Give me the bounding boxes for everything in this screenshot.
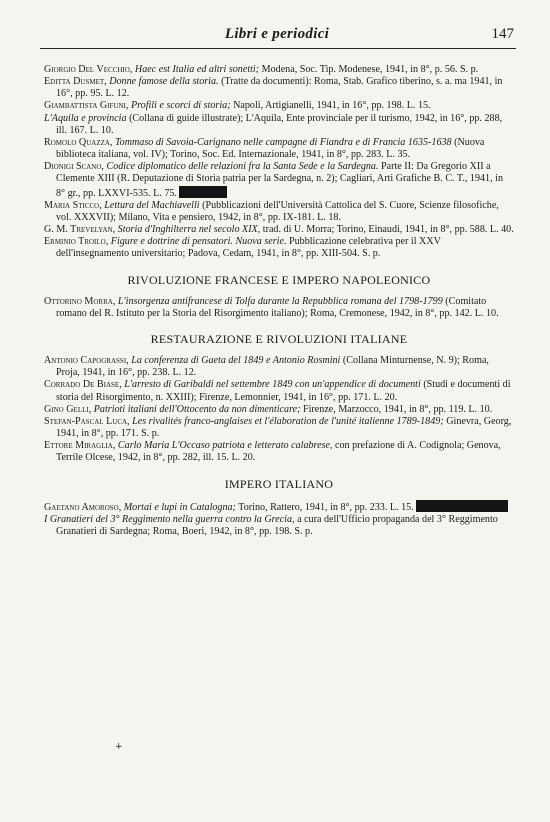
entry-title: Haec est Italia ed altri sonetti;	[134, 64, 260, 75]
entry-details: a cura dell'Ufficio propaganda del 3° Reggimento Granatieri di Sardegna; Roma, Boeri, 1942, in 8°, pp. 198. S. p.	[56, 513, 498, 537]
running-title: Libri e periodici	[224, 26, 330, 42]
bibliography-entry	[44, 500, 514, 514]
bibliography-entry	[44, 379, 514, 403]
entry-author: Dionigi Scano,	[44, 161, 104, 173]
bibliography-entry	[44, 76, 514, 100]
entry-author: Ottorino Morra,	[44, 295, 116, 307]
bibliography-content	[44, 64, 514, 538]
running-header	[40, 26, 514, 46]
entry-author: G. M. Trevelyan,	[44, 224, 116, 236]
bibliography-entry	[44, 296, 514, 320]
entry-details: con prefazione di A. Codignola; Genova, Terrile Olcese, 1942, in 8°, pp. 282, ill. 15. L. 20.	[56, 440, 501, 464]
entry-details: Napoli, Artigianelli, 1941, in 16°, pp. 198. L. 15.	[233, 100, 431, 112]
bibliography-entry	[44, 416, 514, 440]
entry-details: (Comitato romano del R. Istituto per la Storia del Risorgimento italiano); Roma, Cremonese, 1942, in 8°, pp. 142. L. 10.	[56, 295, 499, 319]
entry-author: Gaetano Amoroso,	[44, 501, 122, 513]
entry-title: Mortai e lupi in Catalogna;	[123, 501, 236, 513]
header-rule	[40, 48, 516, 49]
entry-title: L'insorgenza antifrancese di Tolfa durante la Repubblica romana del 1798-1799	[117, 295, 443, 307]
page-number: 147	[491, 26, 514, 42]
entry-details: (Collana Minturnense, N. 9); Roma, Proja, 1941, in 16°, pp. 238. L. 12.	[56, 355, 489, 379]
bibliography-entry	[44, 514, 514, 538]
entry-title: L'Aquila e provincia	[44, 112, 127, 124]
entry-details: (Pubblicazioni dell'Università Cattolica del S. Cuore, Scienze filosofiche, vol. XXXVII); Milano, Vita e pensiero, 1942, in 8°, pp. IX-181. L. 18.	[56, 199, 499, 223]
entry-author: Ettore Miraglia,	[44, 440, 116, 452]
entry-title: Donne famose della storia.	[109, 76, 219, 88]
entry-title: L'arresto di Garibaldi nel settembre 1849 con un'appendice di documenti	[124, 379, 421, 391]
entry-author: Erminio Troilo,	[44, 236, 109, 248]
bibliography-entry	[44, 236, 514, 260]
bibliography-entry	[44, 113, 514, 137]
section-heading: RESTAURAZIONE E RIVOLUZIONI ITALIANE	[150, 331, 408, 346]
bibliography-entry	[44, 100, 514, 112]
bibliography-entry	[44, 404, 514, 416]
section-heading: RIVOLUZIONE FRANCESE E IMPERO NAPOLEONICO	[127, 272, 431, 287]
entry-author: Giorgio Del Vecchio,	[44, 64, 133, 75]
entry-title: Profili e scorci di storia;	[130, 100, 231, 112]
entry-author: Editta Dusmet,	[44, 76, 107, 88]
bibliography-entry	[44, 355, 514, 379]
entry-details: Modena, Soc. Tip. Modenese, 1941, in 8°, p. 56. S. p.	[261, 64, 479, 75]
entry-author: Giambattista Gifuni,	[44, 100, 129, 112]
entry-title: Lettura del Machiavelli	[104, 199, 200, 211]
stray-mark: +	[115, 742, 123, 752]
entry-details: Pubblicazione celebrativa per il XXV dell'insegnamento universitario; Padova, Cedam, 1941, in 8°, pp. XIII-504. S. p.	[56, 236, 441, 260]
entry-details: (Studi e documenti di storia del Risorgimento, n. XXIII); Firenze, Lemonnier, 1941, in 16°, pp. 171. L. 20.	[56, 379, 511, 403]
entry-title: Patrioti italiani dell'Ottocento da non dimenticare;	[93, 403, 301, 415]
bibliography-entry	[44, 440, 514, 464]
entry-title: Tommaso di Savoia-Carignano nelle campagne di Fiandra e di Francia 1635-1638	[114, 136, 452, 148]
entry-details: (Nuova biblioteca italiana, vol. IV); Torino, Soc. Ed. Internazionale, 1941, in 8°, pp. 283. L. 35.	[56, 136, 485, 161]
redaction-bar	[416, 500, 508, 512]
entry-details: Torino, Rattero, 1941, in 8°, pp. 233. L. 15.	[238, 501, 414, 513]
bibliography-entry	[44, 64, 514, 76]
entry-title: Figure e dottrine di pensatori. Nuova serie.	[110, 236, 287, 248]
entry-author: Corrado De Biase,	[44, 379, 122, 391]
entry-author: Maria Sticco,	[44, 199, 102, 211]
entry-author: Stefan-Pascal Luca,	[44, 415, 130, 427]
bibliography-entry	[44, 137, 514, 161]
entry-details: Parte II: Da Gregorio XII a Clemente XIII (R. Deputazione di Storia patria per la Sardegna, n. 2); Cagliari, Arti Grafiche B. C. T., 1941, in 8° gr., pp. LXXVI-535. L. 75.	[56, 161, 503, 199]
entry-title: La conferenza di Gaeta del 1849 e Antonio Rosmini	[131, 355, 341, 367]
entry-title: Storia d'Inghilterra nel secolo XIX,	[117, 224, 261, 236]
entry-details: Firenze, Marzocco, 1941, in 8°, pp. 119. L. 10.	[303, 403, 493, 415]
bibliography-entry	[44, 224, 514, 236]
bibliography-entry	[44, 200, 514, 224]
entry-author: Romolo Quazza,	[44, 136, 113, 148]
entry-details: trad. di U. Morra; Torino, Einaudi, 1941, in 8°, pp. 588. L. 40.	[262, 224, 514, 236]
entry-title: I Granatieri del 3° Reggimento nella guerra contro la Grecia,	[44, 513, 295, 525]
entry-author: Gino Gelli,	[44, 403, 92, 415]
entry-title: Les rivalités franco-anglaises et l'élaboration de l'unité italienne 1789-1849;	[132, 415, 444, 427]
entry-details: Ginevra, Georg, 1941, in 8°, pp. 171. S. p.	[56, 415, 512, 440]
entry-title: Codice diplomatico delle relazioni fra la Santa Sede e la Sardegna.	[106, 161, 379, 173]
entry-details: (Collana di guide illustrate); L'Aquila, Ente provinciale per il turismo, 1942, in 16°, pp. 288, ill. 167. L. 10.	[56, 112, 503, 136]
redaction-bar	[179, 186, 227, 198]
entry-details: (Tratte da documenti): Roma, Stab. Grafico tiberino, s. a. ma 1941, in 16°, pp. 95. L. 12.	[56, 76, 503, 100]
section-heading: IMPERO ITALIANO	[224, 476, 334, 491]
entry-author: Antonio Capograssi,	[44, 355, 129, 367]
bibliography-entry	[44, 161, 514, 199]
entry-title: Carlo Maria L'Occaso patriota e letterato calabrese,	[117, 440, 333, 452]
